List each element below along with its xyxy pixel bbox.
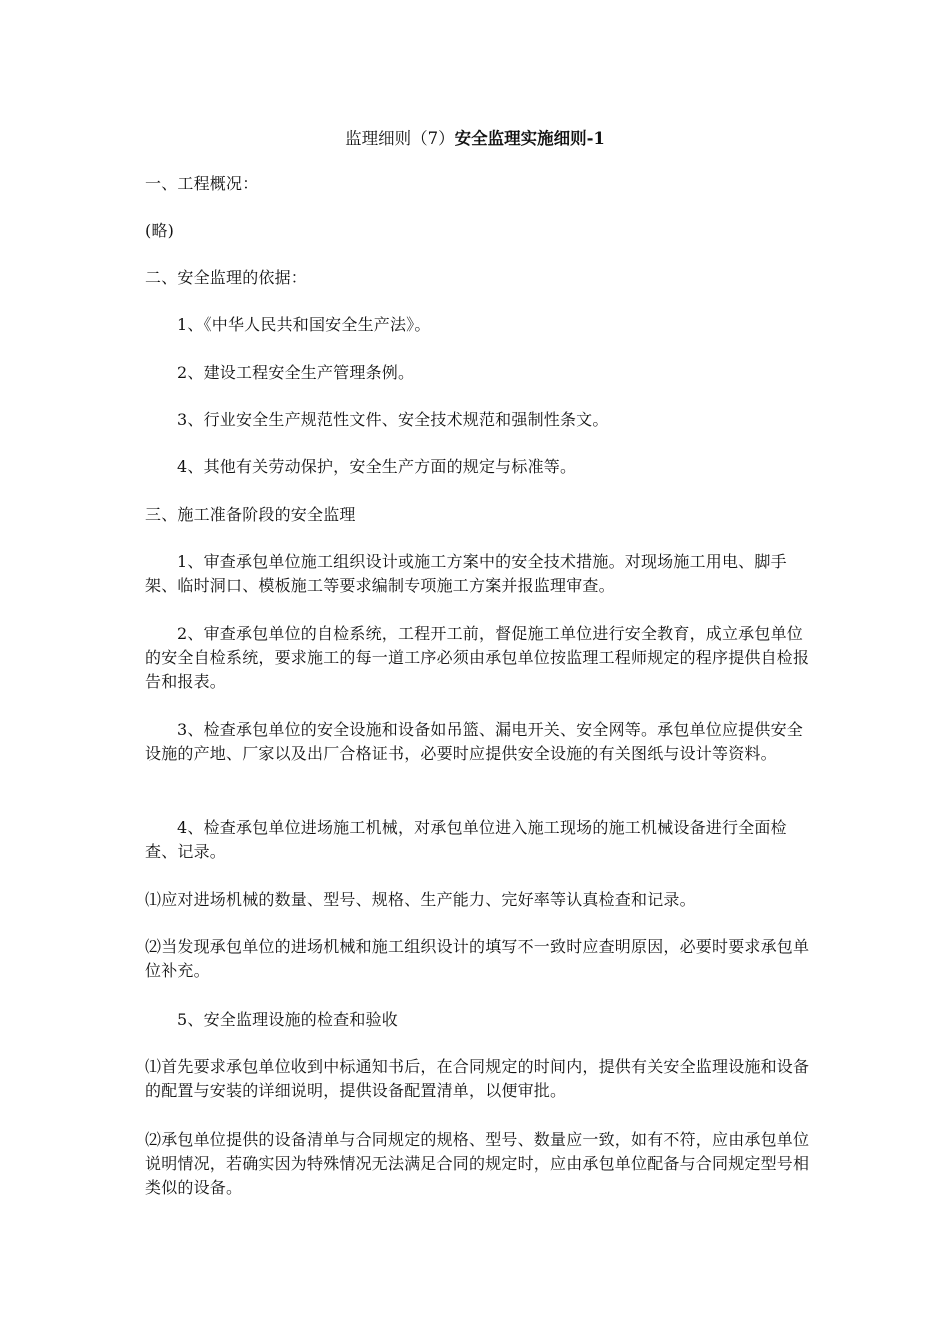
preparation-item-4: 4、检查承包单位进场施工机械，对承包单位进入施工现场的施工机械设备进行全面检查、记录。 — [145, 818, 787, 861]
preparation-item-5-sub-2: ⑵承包单位提供的设备清单与合同规定的规格、型号、数量应一致，如有不符，应由承包单位说明情况，若确实因为特殊情况无法满足合同的规定时，应由承包单位配备与合同规定型号相类似的设备。 — [145, 1130, 810, 1197]
basis-item-3: 3、行业安全生产规范性文件、安全技术规范和强制性条文。 — [177, 410, 609, 429]
project-overview-omitted: (略) — [145, 221, 175, 240]
title-main: 安全监理实施细则-1 — [454, 129, 605, 148]
preparation-item-5-sub-1: ⑴首先要求承包单位收到中标通知书后，在合同规定的时间内，提供有关安全监理设施和设备的配置与安装的详细说明，提供设备配置清单，以便审批。 — [145, 1057, 810, 1100]
basis-item-4: 4、其他有关劳动保护，安全生产方面的规定与标准等。 — [177, 457, 577, 476]
section-heading-supervision-basis: 二、安全监理的依据： — [145, 268, 308, 287]
preparation-item-1: 1、审查承包单位施工组织设计或施工方案中的安全技术措施。对现场施工用电、脚手架、临时洞口、模板施工等要求编制专项施工方案并报监理审查。 — [145, 552, 787, 595]
preparation-item-4-sub-2: ⑵当发现承包单位的进场机械和施工组织设计的填写不一致时应查明原因，必要时要求承包单位补充。 — [145, 937, 810, 980]
preparation-item-4-sub-1: ⑴应对进场机械的数量、型号、规格、生产能力、完好率等认真检查和记录。 — [145, 890, 696, 909]
section-heading-project-overview: 一、工程概况： — [145, 174, 259, 193]
preparation-item-2: 2、审查承包单位的自检系统，工程开工前，督促施工单位进行安全教育，成立承包单位的安全自检系统，要求施工的每一道工序必须由承包单位按监理工程师规定的程序提供自检报告和报表。 — [145, 624, 810, 691]
preparation-item-5: 5、安全监理设施的检查和验收 — [177, 1010, 398, 1029]
basis-item-2: 2、建设工程安全生产管理条例。 — [177, 363, 415, 382]
document-title — [0, 127, 950, 151]
title-prefix: 监理细则（7） — [345, 129, 455, 148]
basis-item-1: 1、《中华人民共和国安全生产法》。 — [177, 315, 431, 334]
section-heading-preparation-stage: 三、施工准备阶段的安全监理 — [145, 505, 356, 524]
preparation-item-3: 3、检查承包单位的安全设施和设备如吊篮、漏电开关、安全网等。承包单位应提供安全设施的产地、厂家以及出厂合格证书，必要时应提供安全设施的有关图纸与设计等资料。 — [145, 720, 803, 763]
